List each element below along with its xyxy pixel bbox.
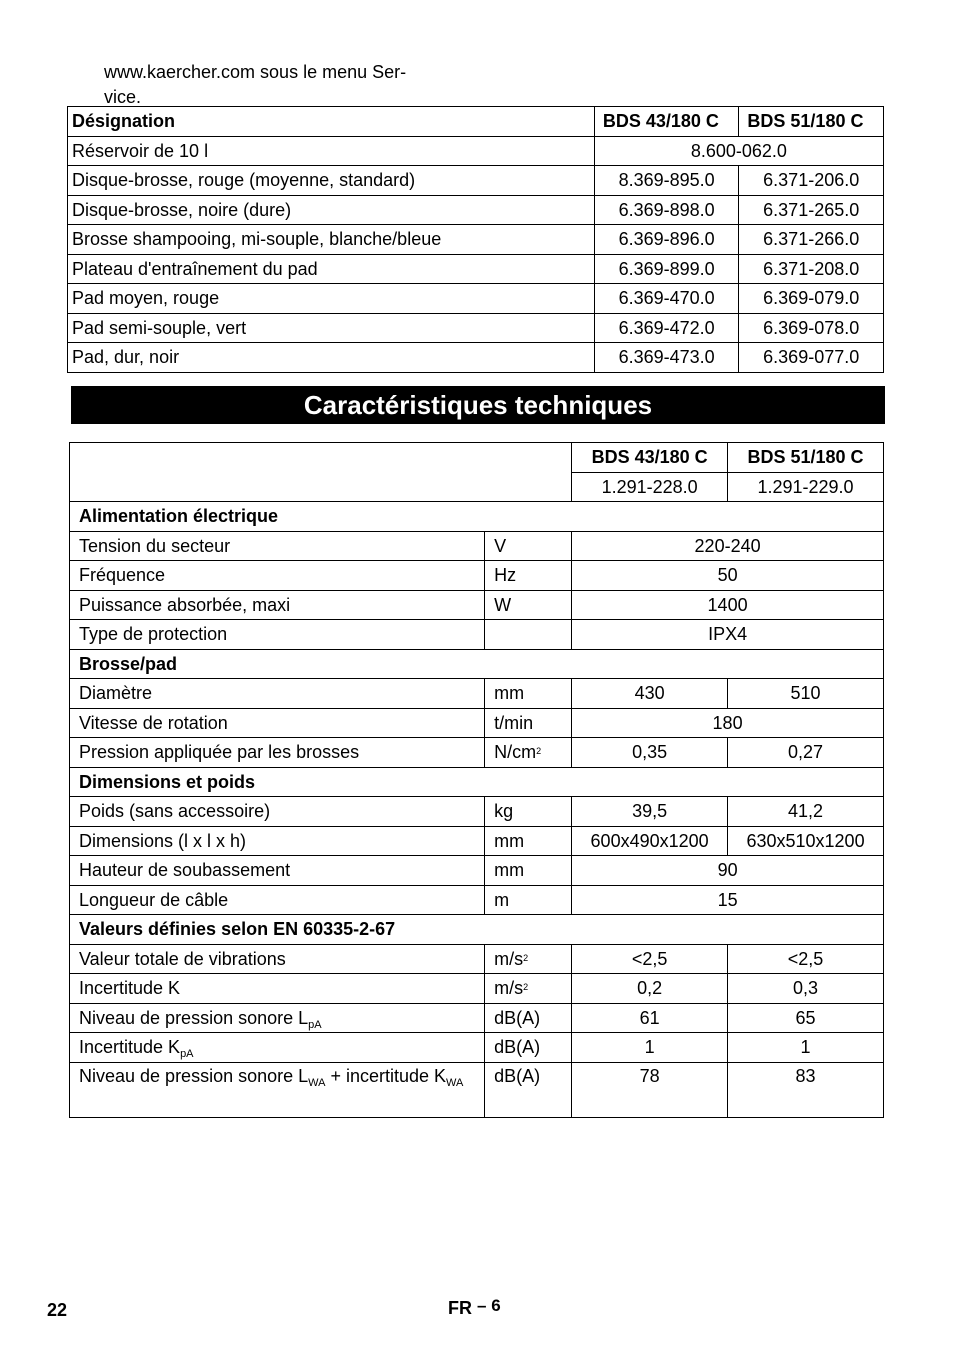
accessory-name: Pad moyen, rouge	[68, 284, 595, 314]
header-model-1: BDS 43/180 C	[594, 107, 739, 137]
accessory-name: Pad semi-souple, vert	[68, 313, 595, 343]
spec-row	[70, 590, 884, 620]
accessory-row	[68, 343, 884, 373]
spec-row	[70, 797, 884, 827]
spec-row	[70, 561, 884, 591]
spec-label-text: Vitesse de rotation	[79, 712, 228, 733]
spec-label-text: Niveau de pression sonore L	[79, 1065, 309, 1086]
spec-unit	[485, 944, 572, 974]
spec-label-text: Niveau de pression sonore L	[79, 1007, 309, 1028]
header-model-2: BDS 51/180 C	[739, 107, 884, 137]
spec-label-text: Incertitude K	[79, 978, 181, 999]
spec-label	[70, 1003, 485, 1033]
accessory-row	[68, 254, 884, 284]
accessory-part-model-2: 6.369-078.0	[739, 313, 884, 343]
language-code: FR	[448, 1298, 472, 1318]
spec-row	[70, 944, 884, 974]
spec-unit	[485, 1062, 572, 1117]
spec-unit	[485, 1033, 572, 1063]
spec-unit	[485, 856, 572, 886]
page-number: 22	[47, 1300, 68, 1320]
spec-label	[70, 679, 485, 709]
spec-label	[70, 974, 485, 1004]
accessory-part-shared: 8.600-062.0	[594, 136, 883, 166]
spec-label	[70, 620, 485, 650]
spec-unit-text: t/min	[494, 712, 534, 733]
spec-label	[70, 531, 485, 561]
accessory-part-model-2: 6.371-206.0	[739, 166, 884, 196]
spec-value-model-1: 430	[572, 679, 728, 709]
spec-value-model-2: 0,3	[728, 974, 884, 1004]
spec-label-text: Fréquence	[79, 565, 166, 586]
spec-value-model-1: 0,2	[572, 974, 728, 1004]
spec-value-shared: IPX4	[572, 620, 884, 650]
spec-row	[70, 679, 884, 709]
spec-label-text: Longueur de câble	[79, 889, 229, 910]
spec-group-row	[70, 502, 884, 532]
spec-unit-text: m/s	[494, 948, 524, 969]
spec-value-shared: 50	[572, 561, 884, 591]
spec-row	[70, 708, 884, 738]
spec-value-shared: 220-240	[572, 531, 884, 561]
accessory-part-model-1: 6.369-470.0	[594, 284, 739, 314]
spec-unit	[485, 620, 572, 650]
spec-unit-text: kg	[494, 801, 514, 822]
spec-value-model-1: 78	[572, 1062, 728, 1117]
spec-unit-text: m/s	[494, 978, 524, 999]
accessory-name: Disque-brosse, rouge (moyenne, standard)	[68, 166, 595, 196]
accessory-part-model-1: 6.369-473.0	[594, 343, 739, 373]
accessories-header-row	[68, 107, 884, 137]
spec-label-continuation: + incertitude K	[325, 1065, 447, 1086]
accessory-part-model-1: 6.369-472.0	[594, 313, 739, 343]
accessory-part-model-2: 6.371-208.0	[739, 254, 884, 284]
spec-value-model-2: 41,2	[728, 797, 884, 827]
spec-value-model-1: 1	[572, 1033, 728, 1063]
footer-language	[448, 1298, 501, 1319]
spec-unit-text: mm	[494, 830, 525, 851]
accessory-part-model-2: 6.369-077.0	[739, 343, 884, 373]
spec-unit	[485, 974, 572, 1004]
spec-label	[70, 826, 485, 856]
spec-unit	[485, 797, 572, 827]
accessory-row	[68, 313, 884, 343]
spec-unit	[485, 885, 572, 915]
spec-group-title: Dimensions et poids	[70, 767, 884, 797]
spec-row	[70, 1033, 884, 1063]
spec-value-model-2: 65	[728, 1003, 884, 1033]
spec-label	[70, 590, 485, 620]
spec-value-model-1: 61	[572, 1003, 728, 1033]
accessory-part-model-1: 6.369-899.0	[594, 254, 739, 284]
spec-unit-text: dB(A)	[494, 1037, 541, 1058]
spec-value-shared: 180	[572, 708, 884, 738]
spec-unit-text: m	[494, 889, 510, 910]
section-title: Caractéristiques techniques	[71, 386, 885, 424]
spec-unit	[485, 826, 572, 856]
spec-row	[70, 620, 884, 650]
spec-model-row	[70, 443, 884, 473]
accessory-row	[68, 225, 884, 255]
spec-unit-text: dB(A)	[494, 1065, 541, 1086]
spec-label	[70, 561, 485, 591]
spec-label-subscript: WA	[308, 1076, 326, 1089]
spec-unit	[485, 738, 572, 768]
spec-partnumber-1: 1.291-228.0	[572, 472, 728, 502]
spec-label-text: Tension du secteur	[79, 535, 231, 556]
spec-value-model-2: 510	[728, 679, 884, 709]
spec-value-model-2: 83	[728, 1062, 884, 1117]
spec-label-text: Puissance absorbée, maxi	[79, 594, 291, 615]
spec-value-model-1: 0,35	[572, 738, 728, 768]
spec-unit	[485, 1003, 572, 1033]
spec-unit	[485, 561, 572, 591]
spec-unit-superscript: 2	[536, 746, 542, 757]
spec-row	[70, 885, 884, 915]
spec-label-text: Pression appliquée par les brosses	[79, 742, 360, 763]
intro-text	[104, 60, 464, 110]
accessory-part-model-2: 6.371-266.0	[739, 225, 884, 255]
spec-label-subscript: pA	[180, 1048, 194, 1061]
accessory-name: Disque-brosse, noire (dure)	[68, 195, 595, 225]
spec-row	[70, 1062, 884, 1117]
spec-label-subscript-2: WA	[446, 1076, 464, 1089]
spec-label	[70, 797, 485, 827]
spec-row	[70, 974, 884, 1004]
spec-row	[70, 738, 884, 768]
accessory-name: Plateau d'entraînement du pad	[68, 254, 595, 284]
spec-value-model-1: 39,5	[572, 797, 728, 827]
spec-label-text: Hauteur de soubassement	[79, 860, 291, 881]
spec-unit	[485, 531, 572, 561]
spec-value-model-2: <2,5	[728, 944, 884, 974]
spec-model-2: BDS 51/180 C	[728, 443, 884, 473]
accessory-name: Brosse shampooing, mi-souple, blanche/bleue	[68, 225, 595, 255]
spec-value-model-1: <2,5	[572, 944, 728, 974]
accessory-name: Réservoir de 10 l	[68, 136, 595, 166]
spec-row	[70, 856, 884, 886]
spec-group-title: Valeurs définies selon EN 60335-2-67	[70, 915, 884, 945]
spec-unit-text: N/cm	[494, 742, 537, 763]
spec-label-subscript: pA	[308, 1018, 322, 1031]
accessory-part-model-1: 8.369-895.0	[594, 166, 739, 196]
spec-unit-text: Hz	[494, 565, 517, 586]
spec-unit-text: dB(A)	[494, 1007, 541, 1028]
spec-value-shared: 15	[572, 885, 884, 915]
spec-label-text: Poids (sans accessoire)	[79, 801, 271, 822]
spec-group-row	[70, 767, 884, 797]
header-designation: Désignation	[68, 107, 595, 137]
intro-line-2: vice.	[104, 87, 142, 107]
spec-unit-text: mm	[494, 860, 525, 881]
spec-value-model-2: 630x510x1200	[728, 826, 884, 856]
spec-label-text: Valeur totale de vibrations	[79, 948, 286, 969]
intro-line-1: www.kaercher.com sous le menu Ser-	[104, 62, 407, 82]
spec-row	[70, 826, 884, 856]
accessory-part-model-1: 6.369-896.0	[594, 225, 739, 255]
spec-label	[70, 1062, 485, 1117]
spec-label-text: Dimensions (l x l x h)	[79, 830, 247, 851]
spec-row	[70, 531, 884, 561]
accessory-row	[68, 136, 884, 166]
spec-unit-text: mm	[494, 683, 525, 704]
spec-value-model-2: 1	[728, 1033, 884, 1063]
spec-corner-cell	[70, 443, 572, 502]
spec-label	[70, 885, 485, 915]
spec-label	[70, 1033, 485, 1063]
spec-group-row	[70, 649, 884, 679]
spec-partnumber-2: 1.291-229.0	[728, 472, 884, 502]
spec-label	[70, 856, 485, 886]
accessories-table	[67, 106, 884, 373]
spec-value-model-1: 600x490x1200	[572, 826, 728, 856]
spec-model-1: BDS 43/180 C	[572, 443, 728, 473]
spec-label-text: Diamètre	[79, 683, 153, 704]
spec-unit-superscript: 2	[523, 952, 529, 963]
spec-unit	[485, 590, 572, 620]
spec-unit-text: V	[494, 535, 507, 556]
spec-value-shared: 90	[572, 856, 884, 886]
accessory-part-model-1: 6.369-898.0	[594, 195, 739, 225]
spec-label-text: Incertitude K	[79, 1037, 181, 1058]
spec-group-title: Brosse/pad	[70, 649, 884, 679]
spec-unit	[485, 708, 572, 738]
accessory-name: Pad, dur, noir	[68, 343, 595, 373]
accessory-row	[68, 195, 884, 225]
spec-unit-superscript: 2	[523, 982, 529, 993]
spec-label-text: Type de protection	[79, 624, 228, 645]
spec-group-row	[70, 915, 884, 945]
spec-row	[70, 1003, 884, 1033]
spec-value-model-2: 0,27	[728, 738, 884, 768]
accessory-row	[68, 284, 884, 314]
specifications-table	[69, 442, 884, 1118]
spec-unit	[485, 679, 572, 709]
spec-label	[70, 944, 485, 974]
accessory-part-model-2: 6.369-079.0	[739, 284, 884, 314]
spec-group-title: Alimentation électrique	[70, 502, 884, 532]
accessory-part-model-2: 6.371-265.0	[739, 195, 884, 225]
accessory-row	[68, 166, 884, 196]
page-reference: – 6	[477, 1296, 501, 1315]
spec-label	[70, 738, 485, 768]
spec-unit-text: W	[494, 594, 512, 615]
spec-label	[70, 708, 485, 738]
spec-value-shared: 1400	[572, 590, 884, 620]
